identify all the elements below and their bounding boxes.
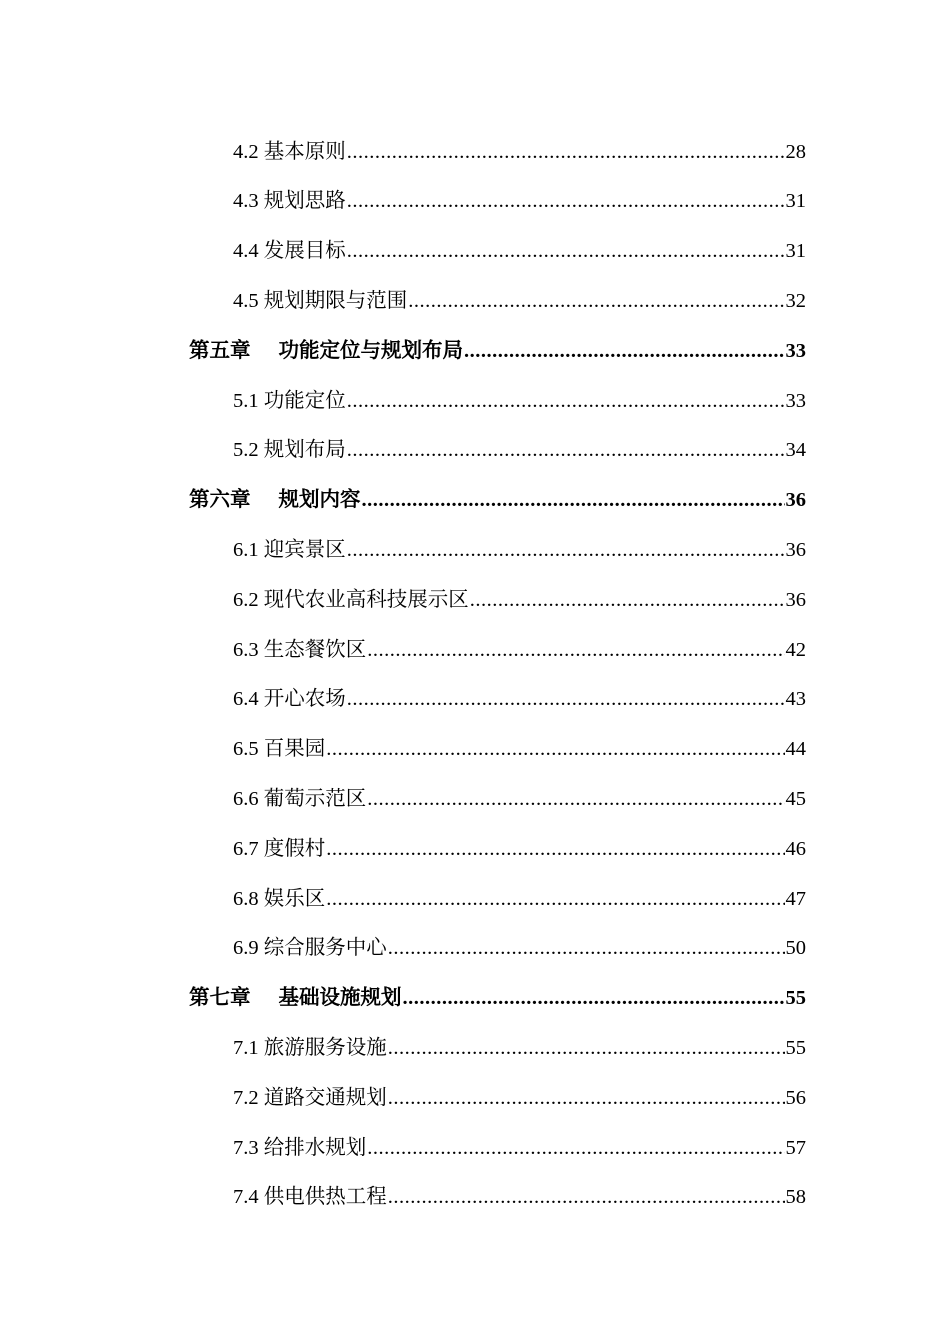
- toc-dot-leader: [470, 590, 785, 611]
- toc-entry-number: 6.3: [233, 638, 259, 661]
- toc-chapter-entry[interactable]: [0, 476, 950, 526]
- toc-entry-text: 供电供热工程: [263, 1186, 387, 1209]
- toc-section-entry[interactable]: [0, 874, 950, 924]
- toc-page-number: 45: [785, 788, 806, 810]
- toc-entry-title: [233, 938, 387, 959]
- toc-entry-number: 6.4: [233, 688, 259, 711]
- toc-page-number: 31: [785, 190, 806, 213]
- toc-entry-text: 迎宾景区: [263, 539, 346, 562]
- toc-section-entry[interactable]: [0, 376, 950, 426]
- toc-page-number: 58: [785, 1186, 806, 1209]
- toc-dot-leader: [367, 789, 784, 810]
- toc-page-number: 43: [785, 688, 806, 711]
- toc-entry-number: 4.3: [233, 190, 259, 213]
- toc-section-entry[interactable]: [0, 924, 950, 974]
- toc-dot-leader: [326, 839, 784, 860]
- toc-section-entry[interactable]: [0, 227, 950, 277]
- toc-entry-number: 7.3: [233, 1136, 259, 1159]
- toc-entry-title: [189, 988, 402, 1009]
- toc-entry-title: [233, 789, 366, 810]
- toc-section-entry[interactable]: [0, 774, 950, 824]
- toc-entry-number: 5.2: [233, 439, 259, 462]
- toc-dot-leader: [347, 142, 785, 163]
- toc-entry-text: 旅游服务设施: [263, 1036, 387, 1059]
- toc-page-number: 50: [785, 937, 806, 960]
- toc-entry-number: 4.4: [233, 240, 259, 263]
- toc-entry-number: 6.1: [233, 539, 259, 562]
- toc-dot-leader: [347, 440, 785, 461]
- toc-entry-number: 5.1: [233, 389, 259, 412]
- toc-entry-text: 葡萄示范区: [263, 788, 367, 810]
- toc-page-number: 57: [785, 1136, 806, 1159]
- toc-entry-title: [189, 341, 463, 362]
- toc-section-entry[interactable]: [0, 525, 950, 575]
- toc-dot-leader: [362, 490, 785, 511]
- toc-entry-title: [233, 739, 325, 760]
- toc-dot-leader: [367, 1138, 784, 1159]
- toc-entry-text: 规划思路: [263, 190, 346, 213]
- toc-section-entry[interactable]: [0, 1073, 950, 1123]
- toc-dot-leader: [464, 341, 785, 362]
- toc-dot-leader: [408, 291, 784, 312]
- toc-entry-text: 基础设施规划: [278, 987, 402, 1010]
- toc-dot-leader: [347, 191, 785, 212]
- toc-entry-number: 4.2: [233, 140, 259, 163]
- toc-entry-number: 6.5: [233, 738, 259, 761]
- toc-entry-text: 现代农业高科技展示区: [263, 588, 469, 611]
- toc-entry-title: [233, 1187, 387, 1208]
- toc-page-number: 55: [785, 987, 806, 1010]
- toc-entry-text: 基本原则: [263, 140, 346, 163]
- toc-dot-leader: [388, 1038, 785, 1059]
- toc-entry-text: 规划内容: [278, 489, 361, 512]
- toc-entry-text: 娱乐区: [263, 887, 326, 910]
- toc-entry-title: [233, 1038, 387, 1059]
- toc-page-number: 31: [785, 240, 806, 263]
- toc-section-entry[interactable]: [0, 1123, 950, 1173]
- table-of-contents: [0, 127, 950, 1223]
- toc-dot-leader: [347, 391, 785, 412]
- toc-entry-text: 综合服务中心: [263, 937, 387, 960]
- toc-page-number: 46: [785, 837, 806, 860]
- toc-chapter-entry[interactable]: [0, 974, 950, 1024]
- toc-entry-title: [233, 241, 346, 262]
- toc-section-entry[interactable]: [0, 725, 950, 775]
- toc-dot-leader: [403, 988, 785, 1009]
- toc-entry-text: 功能定位: [263, 389, 346, 412]
- toc-page-number: 47: [785, 887, 806, 910]
- toc-page-number: 32: [785, 290, 806, 313]
- toc-dot-leader: [367, 640, 784, 661]
- toc-entry-number: 6.9: [233, 937, 259, 960]
- toc-entry-title: [233, 689, 346, 710]
- toc-entry-title: [233, 839, 325, 860]
- toc-entry-number: 6.8: [233, 887, 259, 910]
- toc-page-number: 56: [785, 1086, 806, 1109]
- toc-entry-title: [233, 1088, 387, 1109]
- toc-dot-leader: [388, 1187, 785, 1208]
- toc-entry-number: 第六章: [189, 489, 251, 512]
- toc-entry-text: 功能定位与规划布局: [278, 339, 463, 362]
- toc-entry-number: 4.5: [233, 290, 259, 313]
- toc-entry-text: 规划布局: [263, 439, 346, 462]
- toc-entry-text: 道路交通规划: [263, 1086, 387, 1109]
- toc-page-number: 28: [785, 140, 806, 163]
- toc-entry-title: [189, 490, 361, 511]
- toc-dot-leader: [326, 739, 784, 760]
- toc-entry-title: [233, 640, 366, 661]
- toc-dot-leader: [347, 241, 785, 262]
- toc-entry-text: 生态餐饮区: [263, 638, 367, 661]
- toc-section-entry[interactable]: [0, 824, 950, 874]
- toc-entry-text: 发展目标: [263, 240, 346, 263]
- toc-page-number: 44: [785, 738, 806, 761]
- toc-entry-title: [233, 1138, 366, 1159]
- toc-entry-number: 7.1: [233, 1036, 259, 1059]
- toc-section-entry[interactable]: [0, 625, 950, 675]
- toc-entry-text: 开心农场: [263, 688, 346, 711]
- toc-chapter-entry[interactable]: [0, 326, 950, 376]
- toc-entry-number: 6.7: [233, 837, 259, 860]
- toc-section-entry[interactable]: [0, 1173, 950, 1223]
- toc-section-entry[interactable]: [0, 675, 950, 725]
- toc-section-entry[interactable]: [0, 177, 950, 227]
- toc-dot-leader: [347, 540, 785, 561]
- toc-page-number: 33: [785, 339, 806, 362]
- toc-entry-text: 百果园: [263, 738, 326, 761]
- toc-entry-text: 给排水规划: [263, 1136, 367, 1159]
- toc-entry-title: [233, 291, 407, 312]
- toc-page-number: 36: [785, 489, 806, 512]
- toc-page-number: 42: [785, 638, 806, 661]
- toc-page-number: 55: [785, 1036, 806, 1059]
- toc-section-entry[interactable]: [0, 1023, 950, 1073]
- toc-entry-number: 7.4: [233, 1186, 259, 1209]
- toc-entry-number: 6.6: [233, 788, 259, 810]
- toc-page-number: 33: [785, 389, 806, 412]
- toc-entry-title: [233, 142, 346, 163]
- toc-section-entry[interactable]: [0, 127, 950, 177]
- toc-entry-title: [233, 440, 346, 461]
- toc-dot-leader: [326, 889, 784, 910]
- toc-entry-title: [233, 889, 325, 910]
- toc-dot-leader: [347, 689, 785, 710]
- toc-dot-leader: [388, 938, 785, 959]
- toc-entry-number: 6.2: [233, 588, 259, 611]
- toc-section-entry[interactable]: [0, 276, 950, 326]
- toc-page-number: 34: [785, 439, 806, 462]
- toc-entry-text: 规划期限与范围: [263, 290, 408, 313]
- toc-section-entry[interactable]: [0, 575, 950, 625]
- toc-page-number: 36: [785, 539, 806, 562]
- toc-dot-leader: [388, 1088, 785, 1109]
- toc-entry-number: 7.2: [233, 1086, 259, 1109]
- toc-entry-number: 第五章: [189, 339, 251, 362]
- toc-entry-number: 第七章: [189, 987, 251, 1010]
- toc-entry-title: [233, 540, 346, 561]
- toc-entry-title: [233, 391, 346, 412]
- toc-entry-title: [233, 191, 346, 212]
- toc-section-entry[interactable]: [0, 426, 950, 476]
- toc-entry-text: 度假村: [263, 837, 326, 860]
- toc-page-number: 36: [785, 588, 806, 611]
- toc-entry-title: [233, 590, 469, 611]
